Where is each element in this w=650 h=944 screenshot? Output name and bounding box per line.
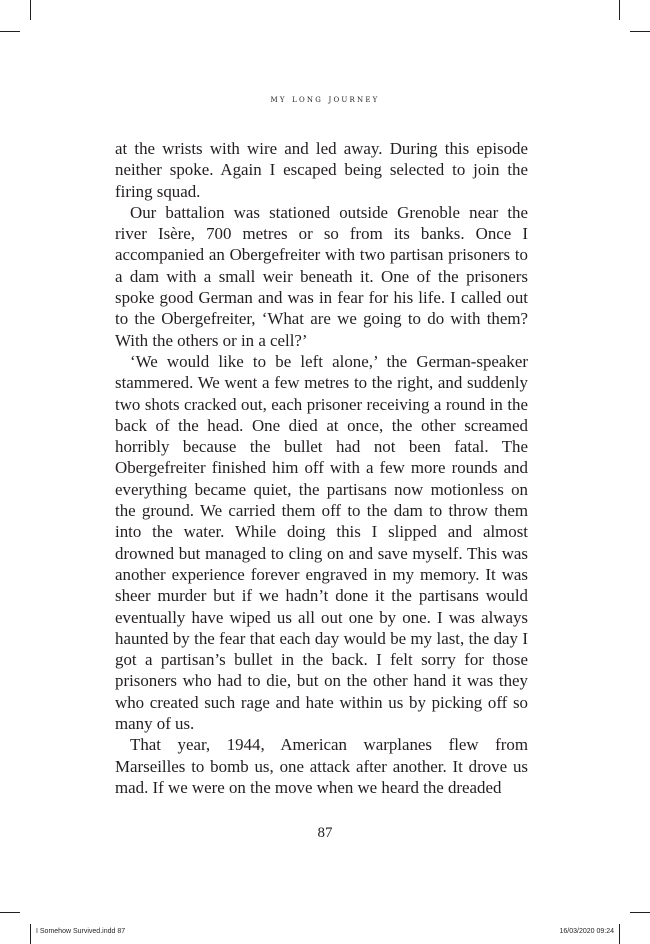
slug-timestamp: 16/03/2020 09:24 [559, 928, 614, 935]
crop-mark-bottom-right [619, 924, 620, 944]
running-head: my long journey [270, 94, 380, 105]
paragraph: ‘We would like to be left alone,’ the German-speaker stammered. We went a few metres to the right, and suddenly two shots cracked out, each prisoner receiving a round in the back of the head. One died at once, the other screamed horribly because the bullet had not been fatal. The Obergefreiter finished him off with a few more rounds and everything became quiet, the partisans now motionless on the ground. We carried them off to the dam to throw them into the water. While doing this I slipped and almost drowned but managed to cling on and save myself. This was another experience forever engraved in my memory. It was sheer murder but if we hadn’t done it the partisans would eventually have wiped us all out one by one. I was always haunted by the fear that each day would be my last, the day I got a partisan’s bullet in the back. I felt sorry for those prisoners who had to die, but on the other hand it was they who created such rage and hate within us by picking off so many of us. [115, 351, 528, 734]
crop-mark-bottom-right-h [630, 912, 650, 913]
paragraph: at the wrists with wire and led away. During this episode neither spoke. Again I escaped being selected to join the firing squad. [115, 139, 528, 201]
crop-mark-bottom-left [30, 924, 31, 944]
crop-mark-top-left-h [0, 31, 20, 32]
crop-mark-bottom-left-h [0, 912, 20, 913]
crop-mark-top-right-h [630, 31, 650, 32]
crop-mark-top-left [30, 0, 31, 20]
page-number: 87 [317, 825, 333, 841]
crop-mark-top-right [619, 0, 620, 20]
body-text [115, 138, 528, 798]
paragraph: That year, 1944, American warplanes flew from Marseilles to bomb us, one attack after another. It drove us mad. If we were on the move when we heard the dreaded [115, 735, 528, 797]
slug-filename: I Somehow Survived.indd 87 [36, 928, 126, 935]
paragraph: Our battalion was stationed outside Grenoble near the river Isère, 700 metres or so from its banks. Once I accompanied an Obergefreiter with two partisan prisoners to a dam with a small weir beneath it. One of the prisoners spoke good German and was in fear for his life. I called out to the Obergefreiter, ‘What are we going to do with them? With the others or in a cell?’ [115, 202, 528, 350]
